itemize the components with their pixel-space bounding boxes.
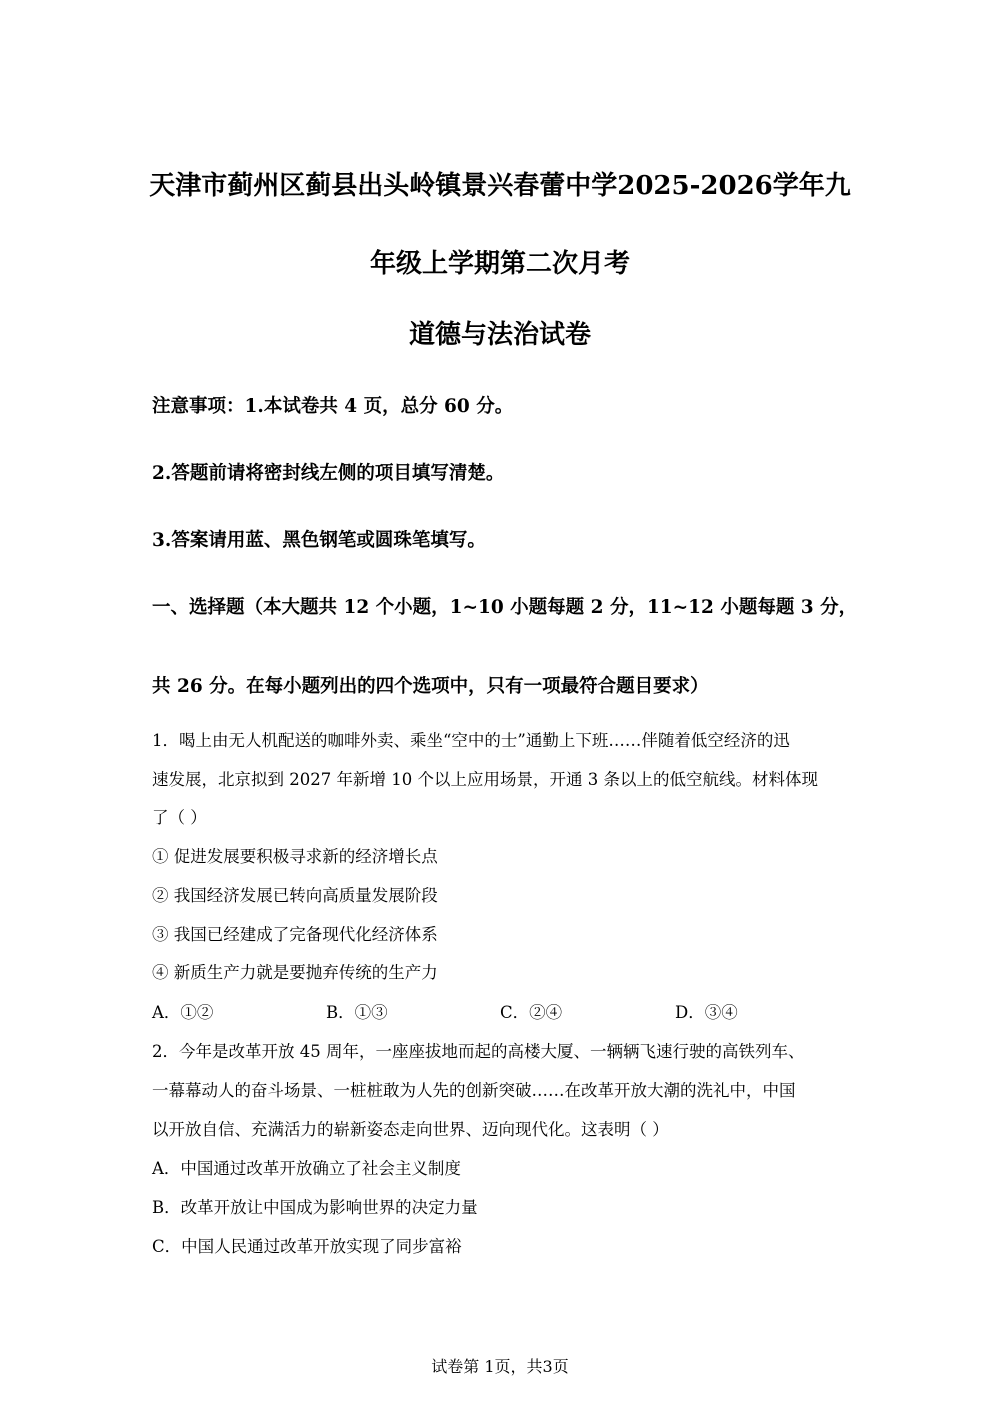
- question-1-statement-3: ③ 我国已经建成了完备现代化经济体系: [152, 925, 438, 944]
- section-heading-line-2: 共 26 分。在每小题列出的四个选项中，只有一项最符合题目要求）: [152, 676, 709, 697]
- section-heading-line-1: 一、选择题（本大题共 12 个小题，1~10 小题每题 2 分，11~12 小题每题 3 分，: [152, 597, 858, 618]
- question-2-stem-line-1: 2．今年是改革开放 45 周年，一座座拔地而起的高楼大厦、一辆辆飞速行驶的高铁列车、: [152, 1042, 805, 1061]
- notice-item-2: 2.答题前请将密封线左侧的项目填写清楚。: [152, 463, 505, 484]
- question-1-stem-line-2: 速发展，北京拟到 2027 年新增 10 个以上应用场景，开通 3 条以上的低空航线。材料体现: [152, 770, 818, 789]
- exam-title-line-1: 天津市蓟州区蓟县出头岭镇景兴春蕾中学2025-2026学年九: [149, 171, 851, 201]
- notice-item-1: 注意事项：1.本试卷共 4 页，总分 60 分。: [152, 396, 514, 417]
- page-footer: 试卷第 1页，共3页: [431, 1357, 569, 1376]
- question-1-stem-line-1: 1．喝上由无人机配送的咖啡外卖、乘坐“空中的士”通勤上下班……伴随着低空经济的迅: [152, 731, 790, 750]
- question-2-stem-line-2: 一幕幕动人的奋斗场景、一桩桩敢为人先的创新突破……在改革开放大潮的洗礼中，中国: [152, 1081, 796, 1100]
- question-1-option-d: D．③④: [675, 1003, 738, 1022]
- question-1-option-a: A．①②: [152, 1003, 214, 1022]
- question-2-option-b: B．改革开放让中国成为影响世界的决定力量: [152, 1198, 478, 1217]
- question-1-statement-1: ① 促进发展要积极寻求新的经济增长点: [152, 847, 438, 866]
- notice-item-3: 3.答案请用蓝、黑色钢笔或圆珠笔填写。: [152, 530, 486, 551]
- question-2-option-a: A．中国通过改革开放确立了社会主义制度: [152, 1159, 461, 1178]
- question-2-option-c: C．中国人民通过改革开放实现了同步富裕: [152, 1237, 462, 1256]
- question-1-stem-line-3: 了（ ）: [152, 808, 207, 827]
- question-2-stem-line-3: 以开放自信、充满活力的崭新姿态走向世界、迈向现代化。这表明（ ）: [152, 1120, 669, 1139]
- exam-title-line-2: 年级上学期第二次月考: [369, 249, 630, 279]
- question-1-option-b: B．①③: [326, 1003, 388, 1022]
- question-1-statement-2: ② 我国经济发展已转向高质量发展阶段: [152, 886, 438, 905]
- question-1-option-c: C．②④: [500, 1003, 563, 1022]
- question-1-statement-4: ④ 新质生产力就是要抛弃传统的生产力: [152, 963, 438, 982]
- exam-subject-title: 道德与法治试卷: [408, 320, 591, 350]
